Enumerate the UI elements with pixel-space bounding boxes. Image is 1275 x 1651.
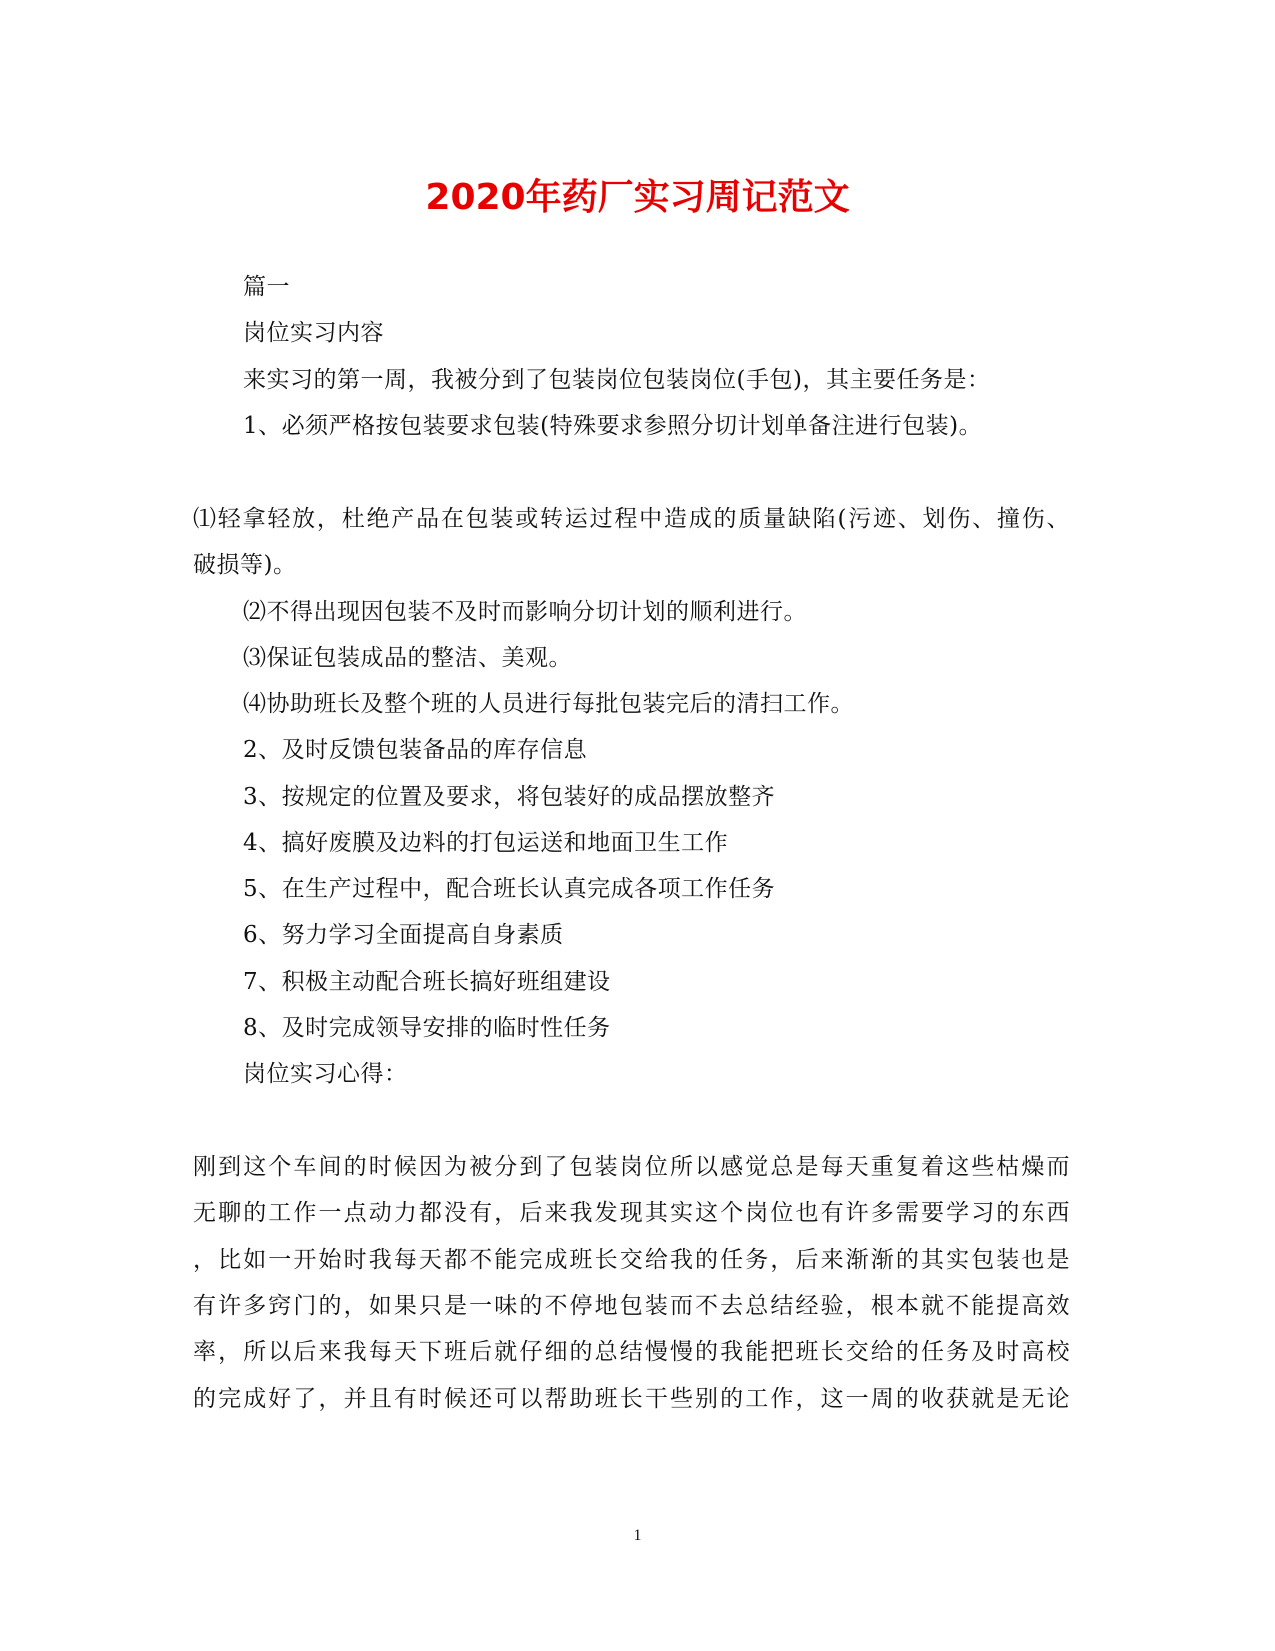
subheading: 岗位实习心得：	[243, 1061, 408, 1087]
paragraph-line: 刚到这个车间的时候因为被分到了包装岗位所以感觉总是每天重复着这些枯燥而	[193, 1154, 1070, 1180]
sub-list-item: ⑴轻拿轻放，杜绝产品在包装或转运过程中造成的质量缺陷(污迹、划伤、撞伤、	[193, 506, 1070, 532]
paragraph-line: 率，所以后来我每天下班后就仔细的总结慢慢的我能把班长交给的任务及时高校	[193, 1339, 1070, 1365]
list-item: 8、及时完成领导安排的临时性任务	[243, 1015, 611, 1041]
paragraph-line: 有许多窍门的，如果只是一味的不停地包装而不去总结经验，根本就不能提高效	[193, 1293, 1070, 1319]
list-item: 7、积极主动配合班长搞好班组建设	[243, 969, 611, 995]
subheading: 岗位实习内容	[243, 320, 384, 346]
list-item: 6、努力学习全面提高自身素质	[243, 922, 564, 948]
paragraph-line: 无聊的工作一点动力都没有，后来我发现其实这个岗位也有许多需要学习的东西	[193, 1200, 1070, 1226]
list-item: 5、在生产过程中，配合班长认真完成各项工作任务	[243, 876, 776, 902]
sub-list-item: ⑶保证包装成品的整洁、美观。	[243, 645, 572, 671]
page-number: 1	[633, 1527, 642, 1544]
paragraph-line: 来实习的第一周，我被分到了包装岗位包装岗位(手包)，其主要任务是：	[243, 367, 991, 393]
section-heading: 篇一	[243, 274, 290, 300]
sub-list-item: ⑵不得出现因包装不及时而影响分切计划的顺利进行。	[243, 599, 807, 625]
paragraph-line: 的完成好了，并且有时候还可以帮助班长干些别的工作，这一周的收获就是无论	[193, 1386, 1070, 1412]
document-title: 2020年药厂实习周记范文	[425, 177, 850, 218]
list-item: 3、按规定的位置及要求，将包装好的成品摆放整齐	[243, 784, 776, 810]
paragraph-line: ，比如一开始时我每天都不能完成班长交给我的任务，后来渐渐的其实包装也是	[193, 1247, 1070, 1273]
list-item: 4、搞好废膜及边料的打包运送和地面卫生工作	[243, 830, 729, 856]
sub-list-item-continuation: 破损等)。	[193, 552, 297, 578]
list-item: 1、必须严格按包装要求包装(特殊要求参照分切计划单备注进行包装)。	[243, 413, 983, 439]
sub-list-item: ⑷协助班长及整个班的人员进行每批包装完后的清扫工作。	[243, 691, 854, 717]
list-item: 2、及时反馈包装备品的库存信息	[243, 737, 588, 763]
